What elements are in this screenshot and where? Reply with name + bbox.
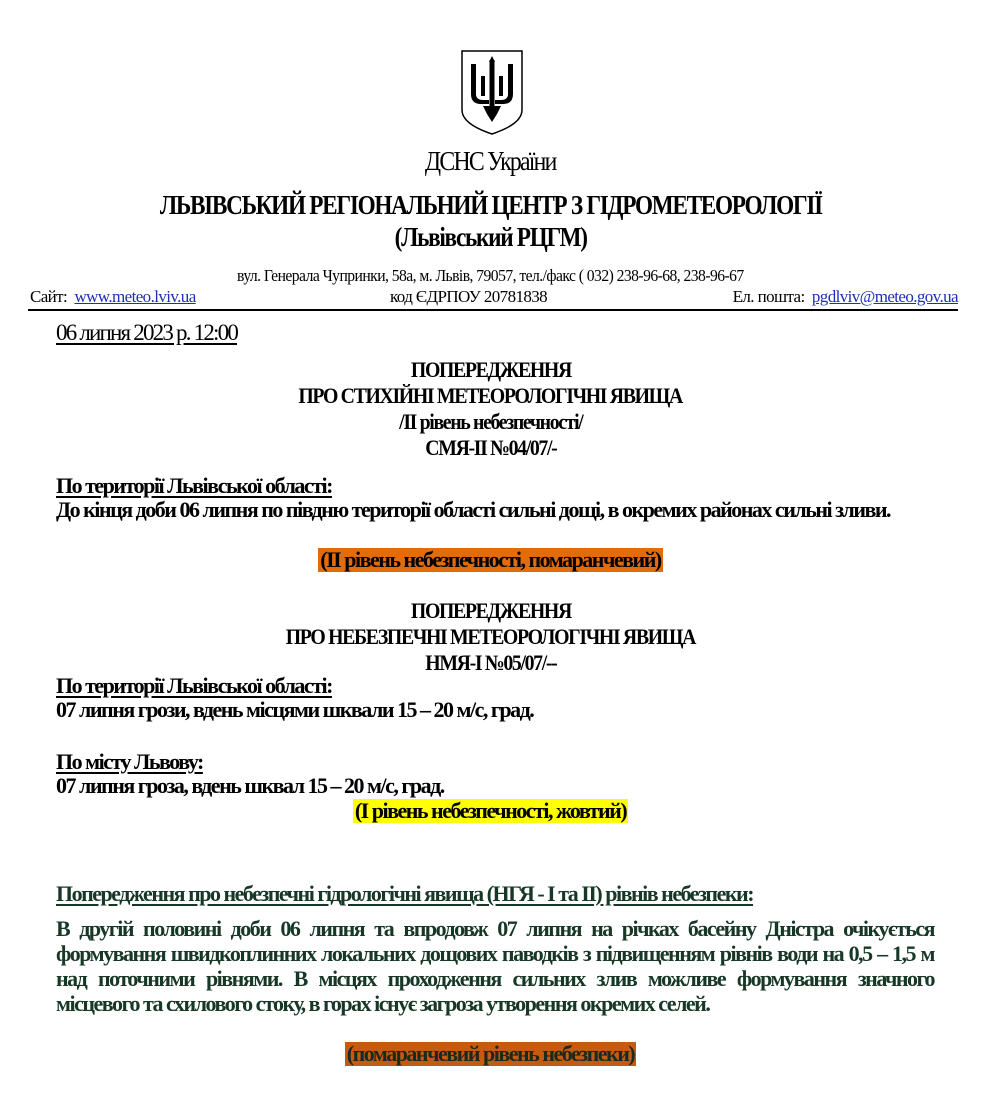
header-divider [28,309,958,311]
warning2-city-text: 07 липня гроза, вдень шквал 15 – 20 м/с, град. [56,773,444,798]
warning1-title-line: /ІІ рівень небезпечності/ [398,409,583,434]
hydro-warning-title-text: Попередження про небезпечні гідрологічні явища (НГЯ - І та ІІ) рівнів небезпеки: [56,881,754,906]
hydro-level-badge: (помаранчевий рівень небезпеки) [346,1041,635,1066]
site-link[interactable]: www.meteo.lviv.ua [74,287,196,306]
organization-short-name-text: (Львівський РЦГМ) [394,222,587,252]
email-link[interactable]: pgdlviv@meteo.gov.ua [811,287,958,306]
warning1-title-line: ПОПЕРЕДЖЕННЯ [410,357,571,382]
hydro-warning-text: В другій половині доби 06 липня та впродовж 07 липня на річках басейну Дністра очікується формування швидкоплинних локальних дощових паводків з підвищенням рівнів води на 0,5 – 1,5 м над поточними рівнями. В місцях проходження сильних злив можливе формування значного місцевого та схилового стоку, в горах існує загроза утворення окремих селей. [56,916,934,1016]
agency-name [0,146,981,177]
warning2-heading [0,598,981,676]
site-label: Сайт: [30,287,68,306]
warning1-heading [0,357,981,461]
organization-title [0,190,981,221]
edrpou-code: код ЄДРПОУ 20781838 [390,287,548,306]
warning1-region [56,474,934,522]
warning1-title-line: СМЯ-ІІ №04/07/- [424,435,557,460]
warning2-city [56,750,934,798]
hydro-warning-title [56,882,934,906]
warning2-region-label: По території Львівської області: [56,673,332,698]
warning2-region-text: 07 липня грози, вдень місцями шквали 15 – 20 м/с, град. [56,697,534,722]
warning2-level [0,799,981,823]
warning1-region-label: По території Львівської області: [56,473,332,498]
warning2-title-line: ПОПЕРЕДЖЕННЯ [410,598,571,623]
warning2-city-label: По місту Львову: [56,749,203,774]
warning2-title-line: НМЯ-І №05/07/-- [424,650,557,675]
agency-name-text: ДСНС України [425,146,556,176]
site-contact [30,287,196,307]
warning2-level-badge: (І рівень небезпечності, жовтий) [354,798,627,823]
organization-short-name [0,222,981,253]
email-contact [733,287,958,307]
warning2-region [56,674,934,722]
contacts-line [30,287,958,309]
warning2-title-line: ПРО НЕБЕЗПЕЧНІ МЕТЕОРОЛОГІЧНІ ЯВИЩА [285,624,696,649]
email-label: Ел. пошта: [732,287,805,306]
warning1-level-badge: (ІІ рівень небезпечності, помаранчевий) [320,547,661,572]
organization-title-text: ЛЬВІВСЬКИЙ РЕГІОНАЛЬНИЙ ЦЕНТР З ГІДРОМЕТЕОРОЛОГІЇ [159,190,822,220]
trident-coat-of-arms-icon [459,48,525,136]
warning1-level [0,548,981,572]
issue-date: 06 липня 2023 р. 12:00 [56,320,238,345]
address-text: вул. Генерала Чупринки, 58а, м. Львів, 79057, тел./факс ( 032) 238-96-68, 238-96-67 [237,266,744,285]
warning1-region-text: До кінця доби 06 липня по півдню території області сильні дощі, в окремих районах сильні зливи. [56,497,891,522]
hydro-level [0,1042,981,1066]
warning1-title-line: ПРО СТИХІЙНІ МЕТЕОРОЛОГІЧНІ ЯВИЩА [298,383,683,408]
address-line [0,266,981,286]
